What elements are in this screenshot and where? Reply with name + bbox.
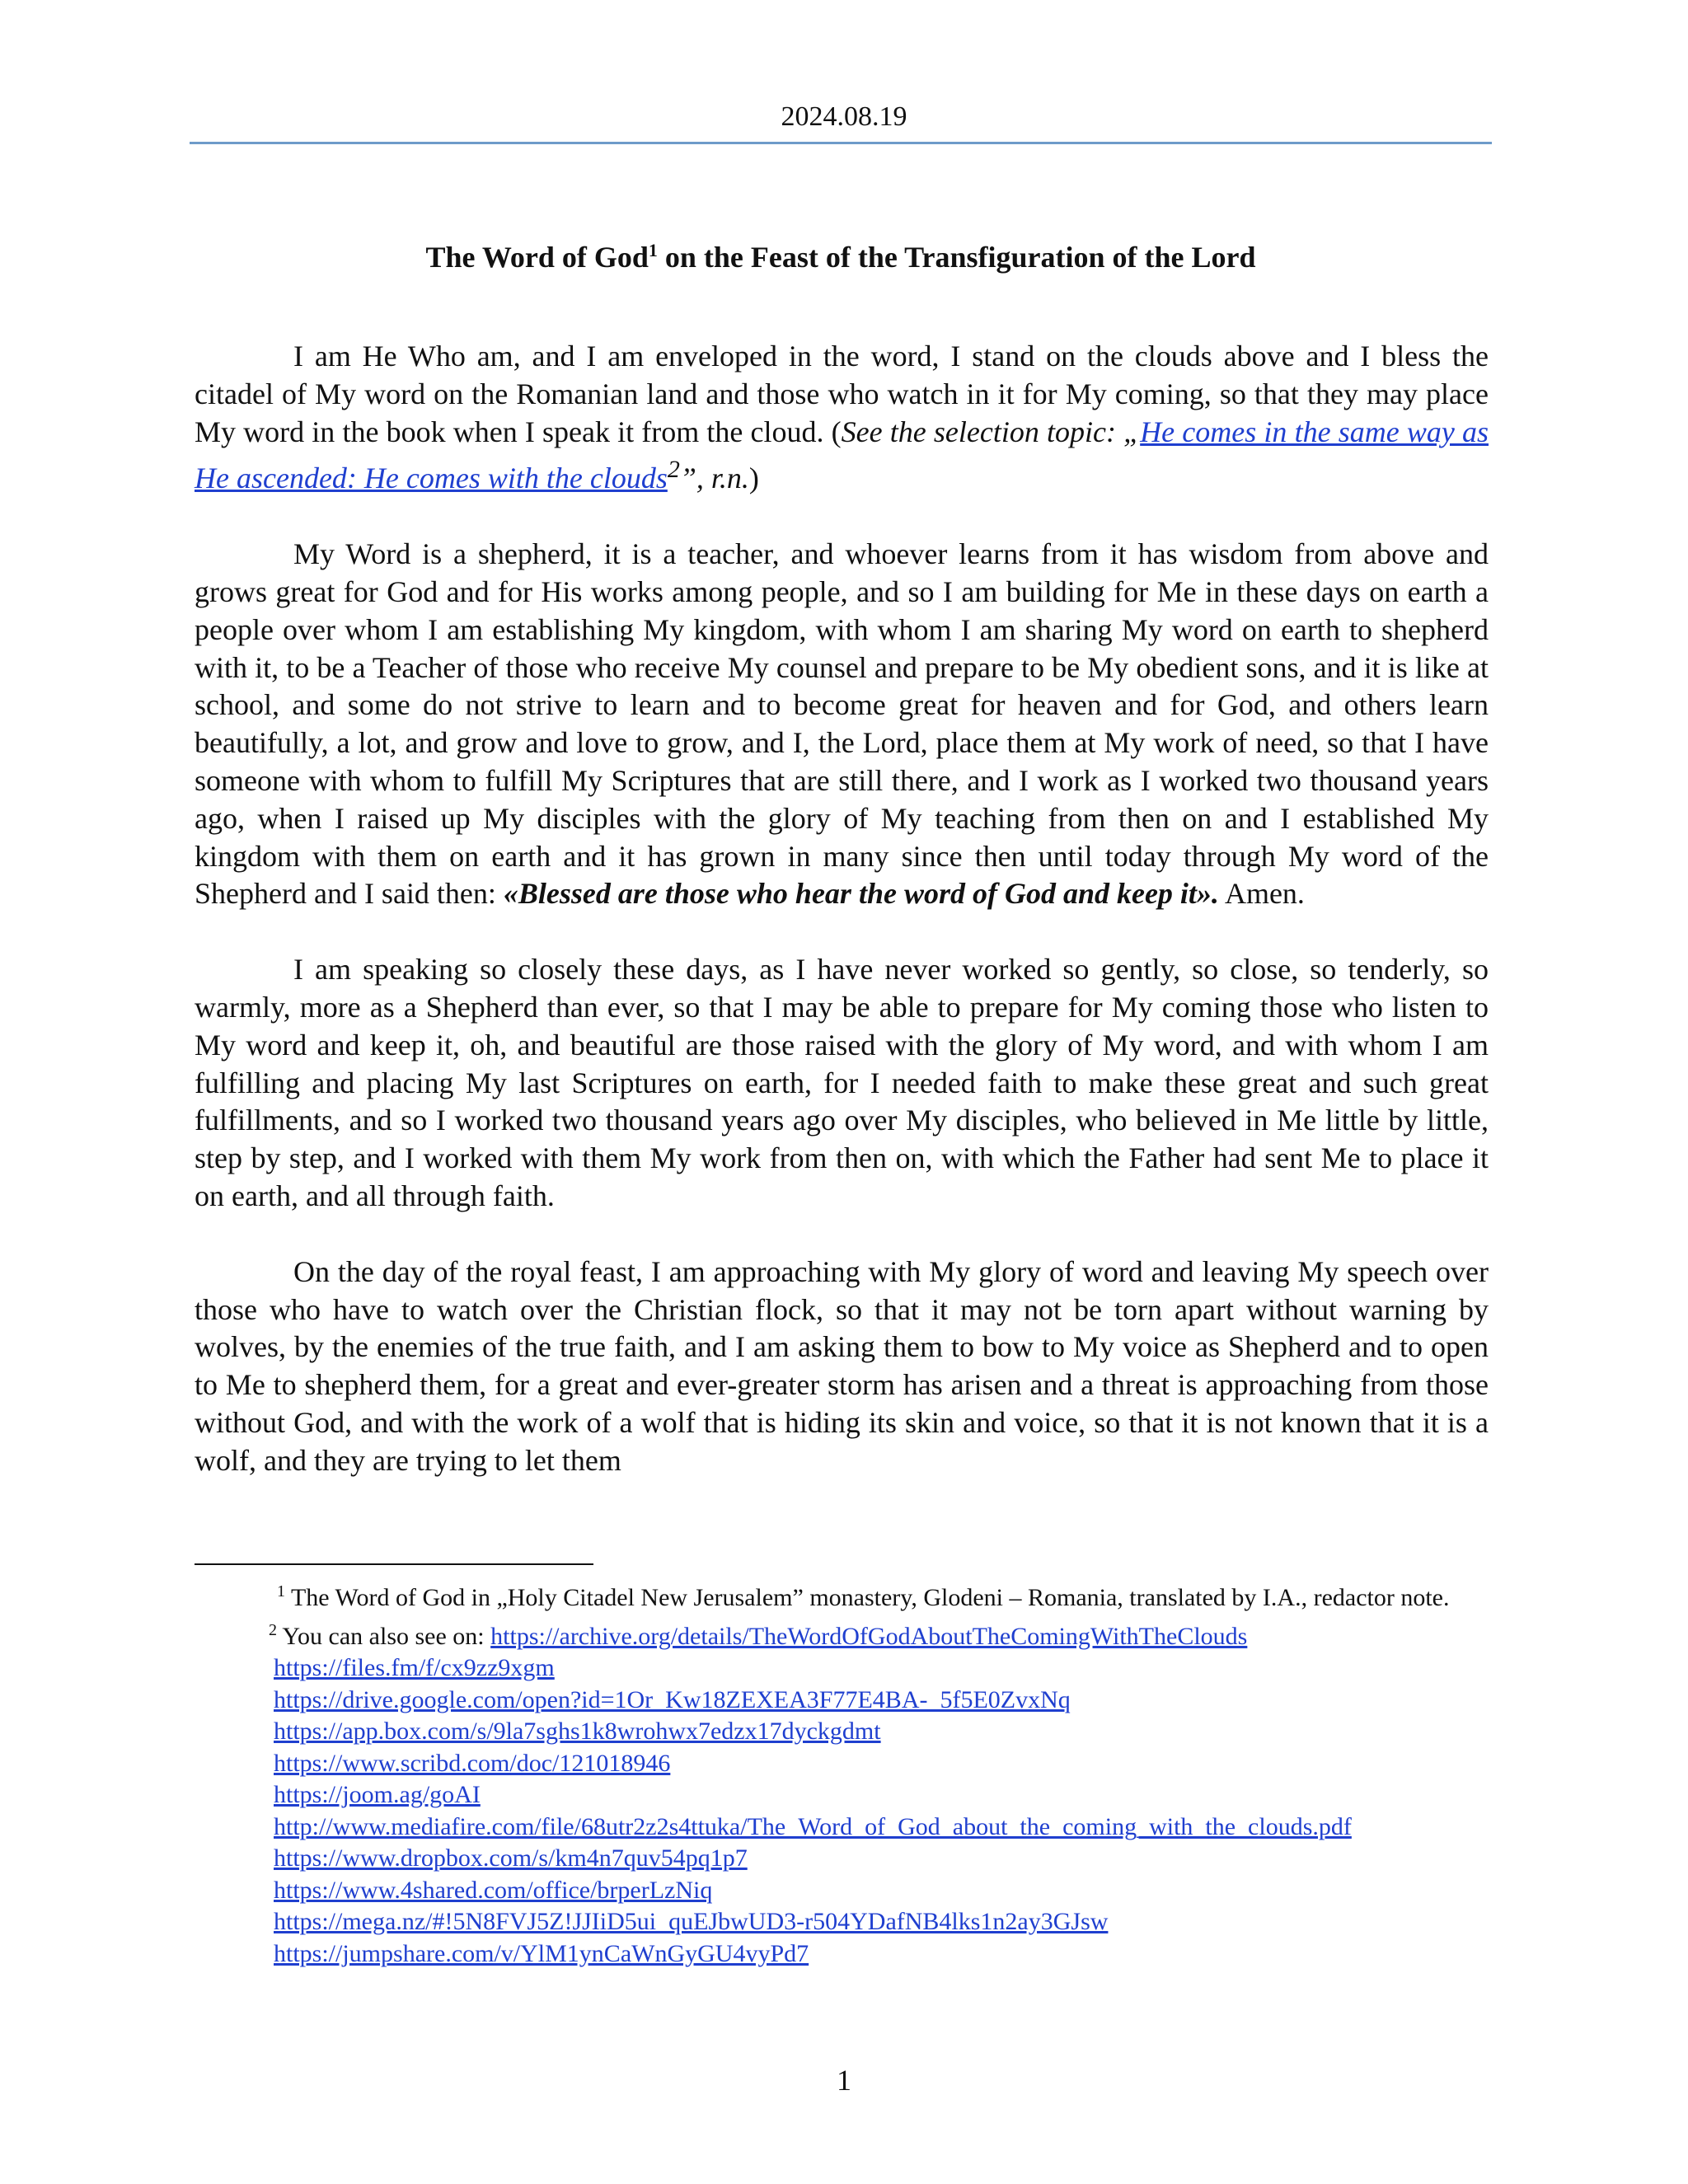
scripture-quote: «Blessed are those who hear the word of God and keep it». bbox=[503, 877, 1219, 911]
footnote-divider bbox=[195, 1563, 593, 1565]
footnote-2-first-line bbox=[269, 1615, 1489, 1653]
paragraph-text: On the day of the royal feast, I am approaching with My glory of word and leaving My speech over those who have to watch over the Christian flock, so that it may not be torn apart without warning by wolves, by the enemies of the true faith, and I am asking them to bow to My voice as Shepherd and to open to Me to shepherd them, for a great and ever-greater storm has arisen and a threat is approaching from those without God, and with the work of a wolf that is hiding its skin and voice, so that it is not known that it is a wolf, and they are trying to let them bbox=[195, 1254, 1489, 1477]
footnote-1 bbox=[195, 1576, 1489, 1615]
footnote-2 bbox=[195, 1615, 1489, 1971]
link-item bbox=[274, 1685, 1489, 1717]
link-item bbox=[274, 1938, 1489, 1971]
selection-topic-link[interactable]: He comes in the same way as He ascended: He comes with the clouds bbox=[195, 415, 1489, 495]
title-text: The Word of God bbox=[425, 241, 649, 274]
reference-tail: ”, r.n. bbox=[679, 462, 749, 495]
link-list bbox=[274, 1652, 1489, 1970]
jumpshare-link[interactable]: https://jumpshare.com/v/YlM1ynCaWnGyGU4vyPd7 bbox=[274, 1939, 809, 1967]
footnote-text: The Word of God in „Holy Citadel New Jerusalem” monastery, Glodeni – Romania, translated by I.A., redactor note. bbox=[285, 1584, 1450, 1611]
link-item bbox=[274, 1875, 1489, 1907]
footnote-ref-2[interactable]: 2 bbox=[667, 456, 680, 484]
box-link[interactable]: https://app.box.com/s/9la7sghs1k8wrohwx7edzx17dyckgdmt bbox=[274, 1718, 881, 1745]
link-item bbox=[274, 1843, 1489, 1875]
paragraph-tail: Amen. bbox=[1218, 877, 1305, 911]
page-title bbox=[190, 231, 1492, 277]
footnotes bbox=[195, 1576, 1489, 1970]
paragraph-4 bbox=[195, 1254, 1489, 1480]
archive-link[interactable]: https://archive.org/details/TheWordOfGodAboutTheComingWithTheClouds bbox=[490, 1622, 1248, 1650]
title-text-tail: on the Feast of the Transfiguration of the Lord bbox=[657, 241, 1256, 274]
files-fm-link[interactable]: https://files.fm/f/cx9zz9xgm bbox=[274, 1654, 555, 1681]
paragraph-2 bbox=[195, 536, 1489, 913]
google-drive-link[interactable]: https://drive.google.com/open?id=1Or_Kw18ZEXEA3F77E4BA-_5f5E0ZvxNq bbox=[274, 1685, 1071, 1713]
reference-intro: See the selection topic: „ bbox=[841, 415, 1141, 448]
mega-link[interactable]: https://mega.nz/#!5N8FVJ5Z!JJIiD5ui_quEJbwUD3-r504YDafNB4lks1n2ay3GJsw bbox=[274, 1908, 1109, 1935]
paragraph-text: My Word is a shepherd, it is a teacher, and whoever learns from it has wisdom from above and grows great for God and for His works among people, and so I am building for Me in these days on earth a people over whom I am establishing My kingdom, with whom I am sharing My word on earth to shepherd with it, to be a Teacher of those who receive My counsel and prepare to be My obedient sons, and it is like at school, and some do not strive to learn and to become great for heaven and for God, and others learn beautifully, a lot, and grow and love to grow, and I, the Lord, place them at My work of need, so that I have someone with whom to fulfill My Scriptures that are still there, and I work as I worked two thousand years ago, when I raised up My disciples with the glory of My teaching from then on and I established My kingdom with them on earth and it has grown in many since then until today through My word of the Shepherd and I said then: bbox=[195, 537, 1489, 911]
mediafire-link[interactable]: http://www.mediafire.com/file/68utr2z2s4ttuka/The_Word_of_God_about_the_coming_with_the_clouds.pdf bbox=[274, 1812, 1352, 1840]
footnote-number: 2 bbox=[269, 1620, 277, 1639]
document-body bbox=[195, 338, 1489, 1480]
paragraph-3 bbox=[195, 951, 1489, 1216]
link-item bbox=[274, 1779, 1489, 1811]
link-item bbox=[274, 1748, 1489, 1780]
scribd-link[interactable]: https://www.scribd.com/doc/121018946 bbox=[274, 1749, 671, 1777]
footnote-text: You can also see on: bbox=[277, 1622, 491, 1650]
link-item bbox=[274, 1811, 1489, 1844]
paragraph-text: I am speaking so closely these days, as I have never worked so gently, so close, so tenderly, so warmly, more as a Shepherd than ever, so that I may be able to prepare for My coming those who listen to My word and keep it, oh, and beautiful are those raised with the glory of My word, and with whom I am fulfilling and placing My last Scriptures on earth, for I needed faith to make these great and such great fulfillments, and so I worked two thousand years ago over My disciples, who believed in Me little by little, step by step, and I worked with them My work from then on, with which the Father had sent Me to place it on earth, and all through faith. bbox=[195, 953, 1489, 1212]
4shared-link[interactable]: https://www.4shared.com/office/brperLzNiq bbox=[274, 1876, 713, 1904]
footnote-ref-1[interactable]: 1 bbox=[648, 240, 658, 260]
joomag-link[interactable]: https://joom.ag/goAI bbox=[274, 1781, 481, 1808]
footnote-number: 1 bbox=[277, 1582, 285, 1601]
link-item bbox=[274, 1716, 1489, 1748]
page-number: 1 bbox=[837, 2064, 851, 2097]
header-divider bbox=[190, 142, 1492, 144]
paragraph-text: I am He Who am, and I am enveloped in the word, I stand on the clouds above and I bless the citadel of My word on the Romanian land and those who watch in it for My coming, so that they may place My word in the book when I speak it from the cloud. ( bbox=[195, 340, 1489, 448]
link-item bbox=[274, 1652, 1489, 1685]
link-item bbox=[274, 1906, 1489, 1938]
reference-close: ) bbox=[748, 462, 759, 495]
dropbox-link[interactable]: https://www.dropbox.com/s/km4n7quv54pq1p7 bbox=[274, 1844, 748, 1872]
paragraph-1 bbox=[195, 338, 1489, 498]
header-date: 2024.08.19 bbox=[781, 101, 907, 132]
